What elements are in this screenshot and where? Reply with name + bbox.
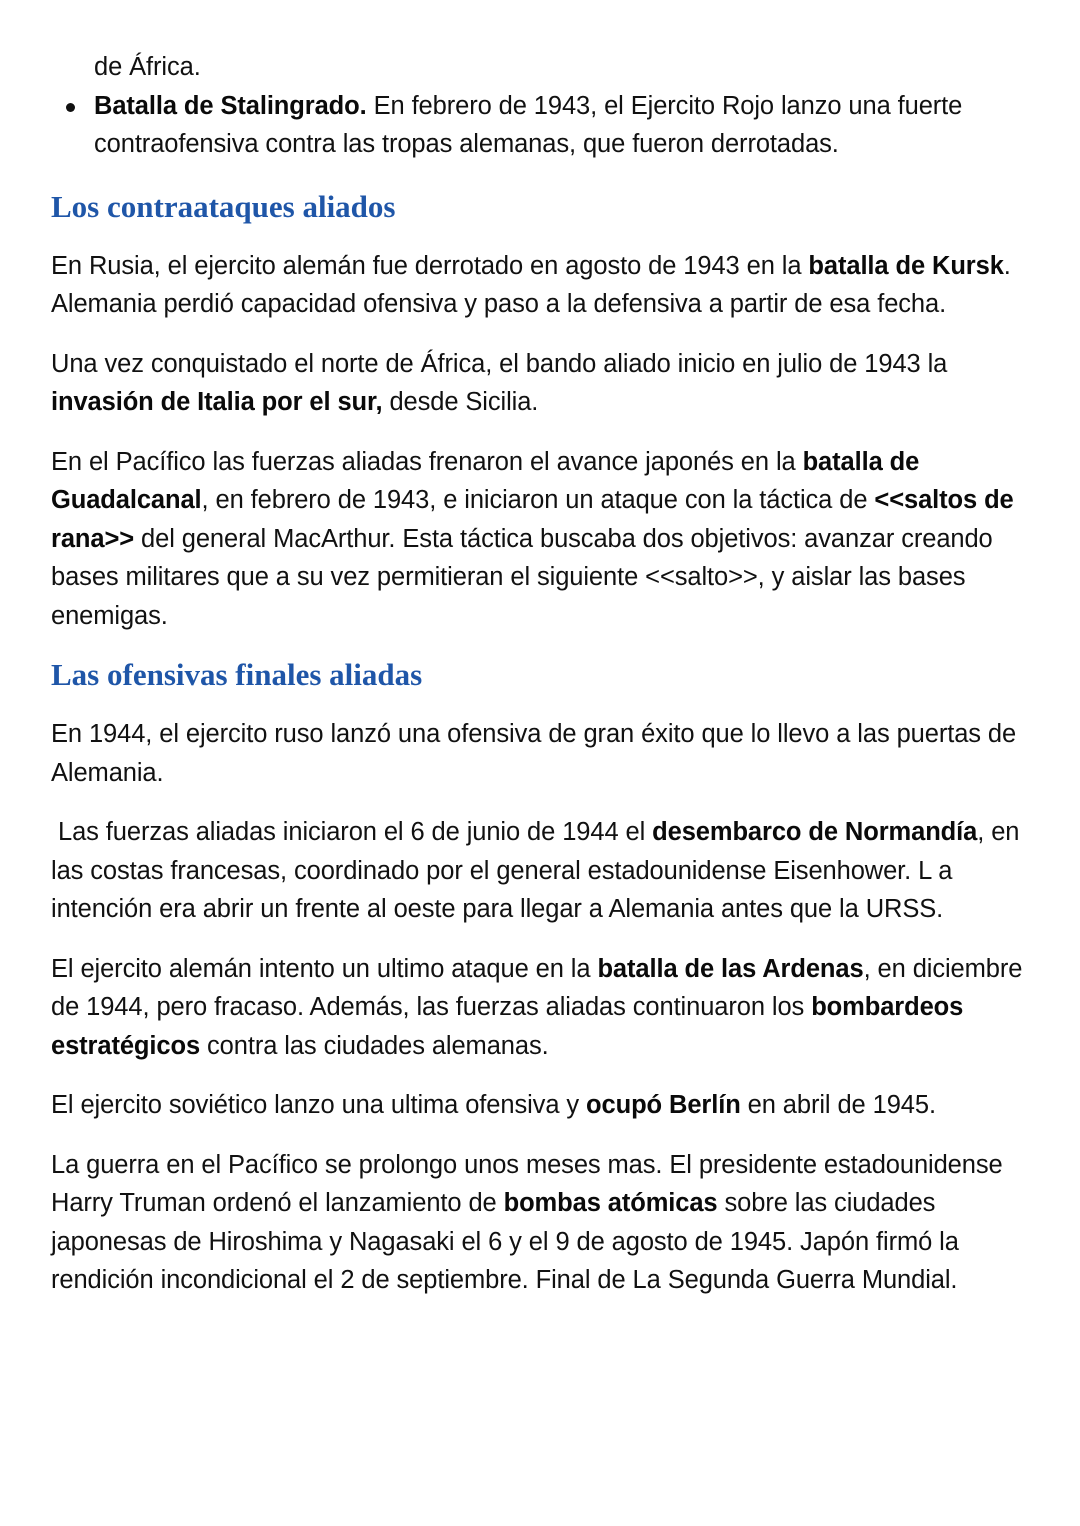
text-segment: En 1944, el ejercito ruso lanzó una ofensiva de gran éxito que lo llevo a las puertas de Alemania. [51, 720, 1017, 787]
document-page [51, 48, 1041, 1300]
text-segment: . Alemania perdió capacidad ofensiva y paso a la defensiva a partir de esa fecha. [51, 251, 1011, 318]
text-segment: en abril de 1945. [740, 1091, 936, 1119]
bold-segment: ocupó Berlín [586, 1091, 741, 1119]
text-segment: El ejercito soviético lanzo una ultima ofensiva y [51, 1091, 587, 1119]
paragraph-ardenas [51, 950, 1041, 1066]
list-item-continuation-text: de África. [94, 53, 201, 81]
list-item-stalingrado [94, 87, 1041, 164]
text-segment: En Rusia, el ejercito alemán fue derrotado en agosto de 1943 en la [51, 251, 809, 280]
text-segment: , en diciembre de 1944, pero fracaso. Además, las fuerzas aliadas continuaron los [51, 954, 1023, 1021]
text-segment: desde Sicilia. [382, 388, 539, 416]
intro-bullet-list [51, 48, 1041, 164]
section-heading-contraataques: Los contraataques aliados [51, 188, 396, 224]
text-segment: El ejercito alemán intento un ultimo ataque en la [51, 954, 598, 983]
text-segment: , en las costas francesas, coordinado por el general estadounidense Eisenhower. L a intención era abrir un frente al oeste para llegar a Alemania antes que la URSS. [51, 818, 1027, 923]
text-segment: del general MacArthur. Esta táctica buscaba dos objetivos: avanzar creando bases militares que a su vez permitieran el siguiente <<salto>>, y aislar las bases enemigas. [51, 524, 993, 630]
bold-segment: bombas atómicas [503, 1189, 718, 1217]
text-segment: Las fuerzas aliadas iniciaron el 6 de junio de 1944 el [51, 818, 653, 846]
paragraph-normandia [51, 813, 1041, 929]
text-segment: Una vez conquistado el norte de África, el bando aliado inicio en julio de 1943 la [51, 349, 948, 378]
list-item-text: En febrero de 1943, el Ejercito Rojo lanzo una fuerte contraofensiva contra las tropas alemanas, que fueron derrotadas. [94, 91, 963, 158]
bold-segment: batalla de Kursk [808, 251, 1004, 280]
text-segment: contra las ciudades alemanas. [200, 1031, 549, 1060]
paragraph-italia [51, 345, 1041, 422]
bold-segment: invasión de Italia por el sur, [51, 388, 383, 416]
bold-segment: bombardeos estratégicos [51, 993, 964, 1060]
bold-segment: desembarco de Normandía [652, 818, 978, 846]
paragraph-guadalcanal [51, 443, 1041, 636]
paragraph-ofensiva-rusa [51, 715, 1041, 792]
text-segment: La guerra en el Pacífico se prolongo unos meses mas. El presidente estadounidense Harry Truman ordenó el lanzamiento de [51, 1150, 1003, 1217]
paragraph-kursk [51, 247, 1041, 324]
bold-segment: batalla de las Ardenas [597, 954, 864, 983]
text-segment: En el Pacífico las fuerzas aliadas frenaron el avance japonés en la [51, 447, 803, 476]
bold-segment: <<saltos de rana>> [51, 486, 1014, 553]
list-item-bold-lead: Batalla de Stalingrado. [94, 91, 367, 120]
paragraph-pacifico-final [51, 1146, 1041, 1300]
bold-segment: batalla de Guadalcanal [51, 447, 920, 514]
section-heading-ofensivas-finales: Las ofensivas finales aliadas [51, 657, 423, 692]
text-segment: sobre las ciudades japonesas de Hiroshima y Nagasaki el 6 y el 9 de agosto de 1945. Japón firmó la rendición incondicional el 2 de septiembre. Final de La Segunda Guerra Mundial. [51, 1189, 959, 1294]
text-segment: , en febrero de 1943, e iniciaron un ataque con la táctica de [201, 486, 875, 514]
list-item-continuation [94, 48, 1041, 87]
paragraph-berlin [51, 1086, 1041, 1125]
